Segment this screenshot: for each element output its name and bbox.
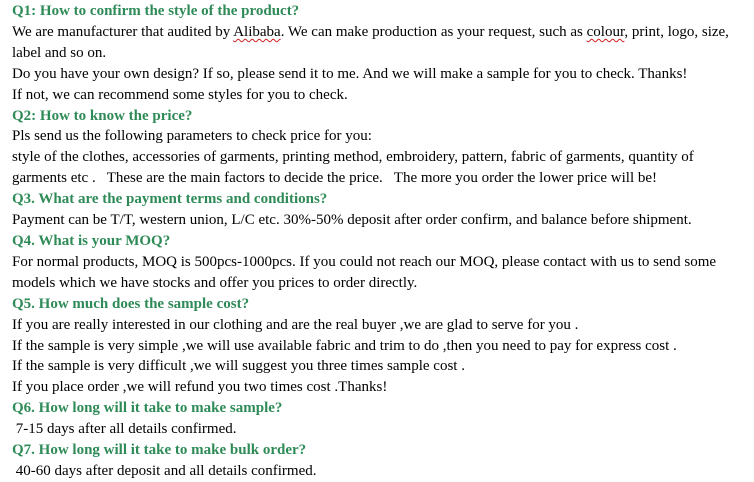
faq-question-3: Q3. What are the payment terms and conditions? [12, 191, 328, 208]
faq-answer-1-line-3: If not, we can recommend some styles for you to check. [12, 86, 348, 103]
answer-text: . We can make production as your request, such as [280, 23, 587, 40]
faq-answer-5-line-3: If the sample is very difficult ,we will suggest you three times sample cost . [12, 358, 465, 375]
faq-question-1: Q1: How to confirm the style of the product? [12, 3, 300, 19]
faq-answer-1-line-1 [12, 22, 750, 64]
faq-answer-5-line-1: If you are really interested in our clothing and are the real buyer ,we are glad to serve for you . [12, 316, 579, 333]
faq-answer-6-line-1: 7-15 days after all details confirmed. [12, 421, 237, 438]
faq-question-6: Q6. How long will it take to make sample? [12, 400, 283, 417]
faq-document [12, 1, 750, 482]
faq-answer-5-line-2: If the sample is very simple ,we will use available fabric and trim to do ,then you need to pay for express cost . [12, 337, 677, 354]
faq-answer-3-line-1: Payment can be T/T, western union, L/C etc. 30%-50% deposit after order confirm, and balance before shipment. [12, 212, 692, 229]
faq-answer-5-line-4: If you place order ,we will refund you two times cost .Thanks! [12, 379, 388, 396]
faq-question-5: Q5. How much does the sample cost? [12, 295, 250, 312]
faq-answer-2-line-2: style of the clothes, accessories of garments, printing method, embroidery, pattern, fabric of garments, quantity of garments etc . These are the main factors to decide the price. The more you order the lower price will be! [12, 149, 698, 187]
faq-answer-4-line-1: For normal products, MOQ is 500pcs-1000pcs. If you could not reach our MOQ, please contact with us to send some models which we have stocks and offer you prices to order directly. [12, 253, 720, 291]
faq-question-7: Q7. How long will it take to make bulk order? [12, 442, 307, 459]
spellcheck-word-colour: colour [586, 23, 625, 40]
answer-text: , print, logo, size, label and so on. [12, 23, 733, 61]
faq-answer-7-line-1: 40-60 days after deposit and all details confirmed. [12, 462, 317, 479]
faq-answer-1-line-2: Do you have your own design? If so, please send it to me. And we will make a sample for you to check. Thanks! [12, 65, 688, 82]
spellcheck-word-alibaba: Alibaba [233, 23, 281, 40]
faq-question-2: Q2: How to know the price? [12, 107, 193, 124]
faq-question-4: Q4. What is your MOQ? [12, 232, 171, 249]
faq-answer-2-line-1: Pls send us the following parameters to check price for you: [12, 128, 372, 145]
answer-text: We are manufacturer that audited by [12, 23, 234, 40]
